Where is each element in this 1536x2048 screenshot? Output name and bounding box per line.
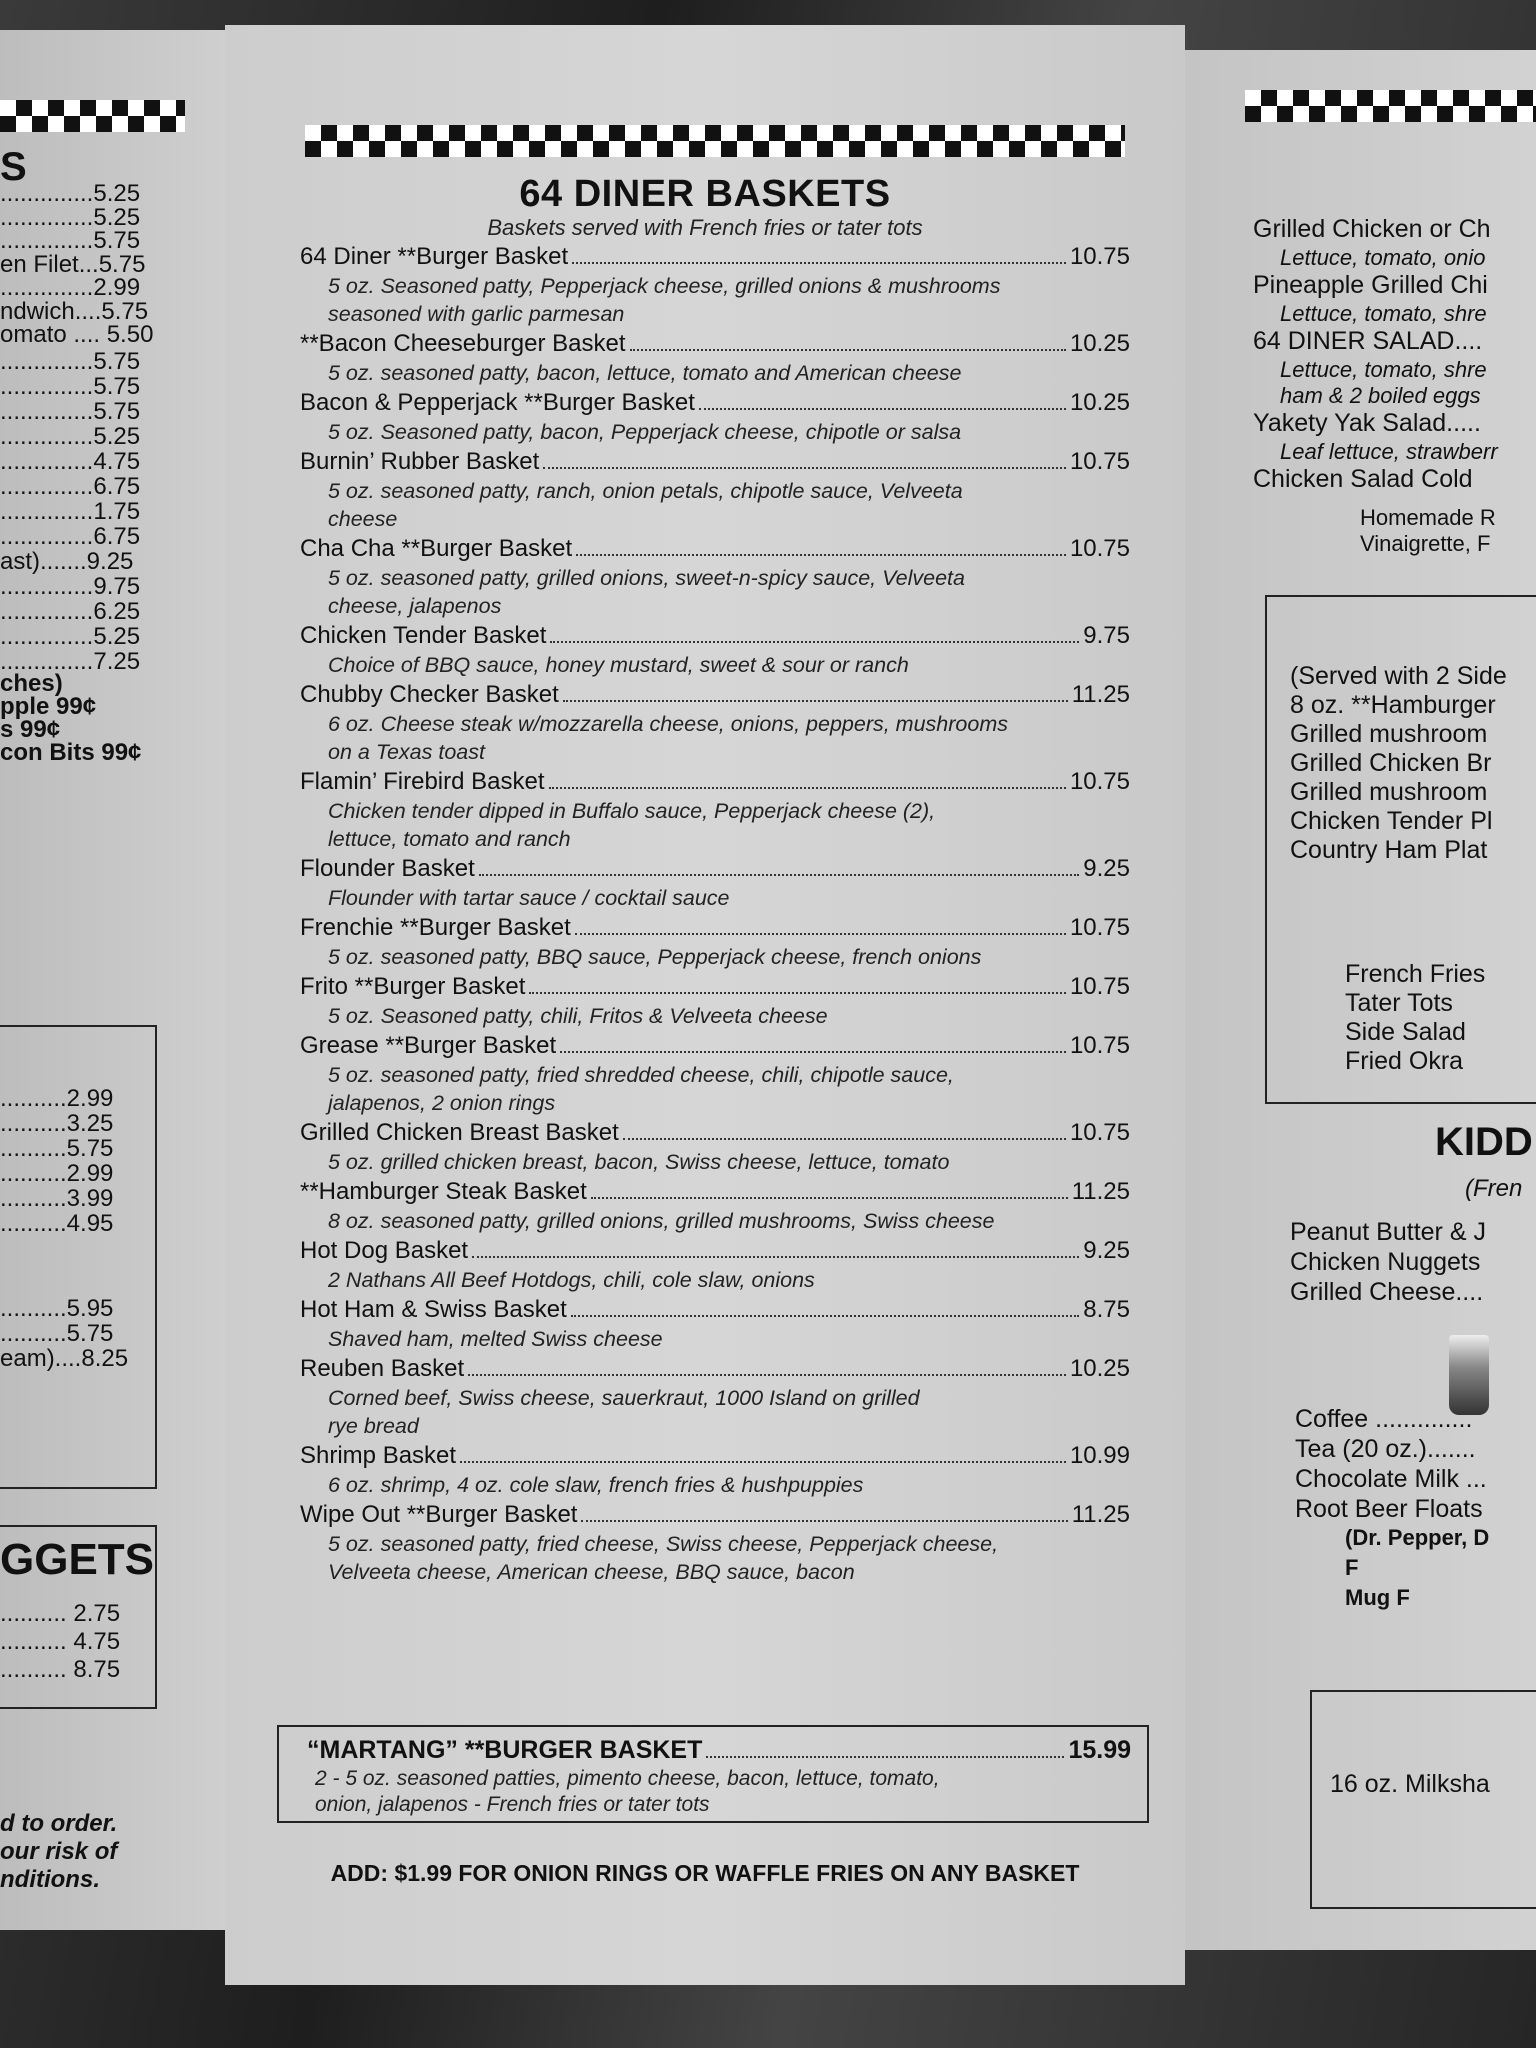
price-line: ..............5.25 [0, 423, 141, 450]
nugget-line: .......... 2.75 [0, 1600, 121, 1627]
nugget-line: .......... 8.75 [0, 1656, 121, 1683]
dot-leader [560, 1051, 1066, 1053]
basket-item [300, 1440, 1130, 1499]
price-line: ..............6.75 [0, 473, 141, 500]
dot-leader [543, 467, 1066, 469]
basket-row [300, 766, 1130, 797]
basket-price: 10.75 [1069, 243, 1130, 270]
basket-item [300, 1294, 1130, 1353]
basket-description: 8 oz. seasoned patty, grilled onions, grilled mushrooms, Swiss cheese [328, 1209, 995, 1233]
basket-name: Reuben Basket [300, 1355, 465, 1382]
plate-line: 8 oz. **Hamburger [1290, 691, 1496, 719]
dot-leader [479, 874, 1080, 876]
basket-item [300, 679, 1130, 766]
dot-leader [550, 641, 1079, 643]
notice-line: d to order. [0, 1810, 118, 1837]
basket-row [300, 1440, 1130, 1471]
add-on-note: ADD: $1.99 FOR ONION RINGS OR WAFFLE FRIES ON ANY BASKET [330, 1860, 1080, 1886]
salad-item: Yakety Yak Salad..... [1253, 409, 1481, 437]
basket-row [300, 1294, 1130, 1325]
dot-leader [571, 1315, 1080, 1317]
basket-row [300, 971, 1130, 1002]
price-line: ..............5.75 [0, 398, 141, 425]
basket-description: 5 oz. seasoned patty, BBQ sauce, Pepperjack cheese, french onions [328, 945, 982, 969]
basket-row [300, 1353, 1130, 1384]
basket-price: 10.75 [1069, 1119, 1130, 1146]
basket-name: Chicken Tender Basket [300, 622, 547, 649]
basket-name: Grilled Chicken Breast Basket [300, 1119, 619, 1146]
basket-item [300, 1235, 1130, 1294]
dot-leader [706, 1756, 1064, 1758]
basket-name: Burnin’ Rubber Basket [300, 448, 540, 475]
basket-item [300, 1030, 1130, 1117]
basket-name: Flamin’ Firebird Basket [300, 768, 545, 795]
basket-item [300, 446, 1130, 533]
price-line: ..............5.75 [0, 348, 141, 375]
basket-item [300, 971, 1130, 1030]
basket-description: Flounder with tartar sauce / cocktail sauce [328, 886, 730, 910]
basket-description: Choice of BBQ sauce, honey mustard, sweet & sour or ranch [328, 653, 909, 677]
basket-description: 5 oz. seasoned patty, bacon, lettuce, tomato and American cheese [328, 361, 962, 385]
basket-item [300, 1117, 1130, 1176]
basket-row [300, 620, 1130, 651]
basket-price: 10.25 [1069, 1355, 1130, 1382]
basket-name: 64 Diner **Burger Basket [300, 243, 569, 270]
center-menu-panel [225, 25, 1185, 1985]
basket-description: Chicken tender dipped in Buffalo sauce, Pepperjack cheese (2), [328, 799, 936, 823]
dot-leader [623, 1138, 1066, 1140]
basket-price: 11.25 [1071, 1501, 1130, 1528]
price-line: ..............7.25 [0, 648, 141, 675]
milkshake-frame-box [1310, 1690, 1536, 1909]
kids-item: Grilled Cheese.... [1290, 1278, 1484, 1306]
dressing-line: Vinaigrette, F [1360, 531, 1491, 556]
side-line: French Fries [1345, 960, 1486, 988]
dot-leader [549, 787, 1066, 789]
side-line: Tater Tots [1345, 989, 1453, 1017]
basket-price: 9.25 [1083, 855, 1130, 882]
basket-description: 5 oz. seasoned patty, ranch, onion petals, chipotle sauce, Velveeta [328, 479, 963, 503]
dressing-line: Homemade R [1360, 505, 1496, 530]
price-line: ..........3.99 [0, 1185, 114, 1212]
page-title: 64 DINER BASKETS [519, 173, 891, 215]
basket-description: 5 oz. seasoned patty, fried cheese, Swiss cheese, Pepperjack cheese, [328, 1532, 999, 1556]
dot-leader [563, 700, 1068, 702]
drink-note-line: (Dr. Pepper, D [1345, 1525, 1490, 1550]
basket-item [300, 1176, 1130, 1235]
basket-price: 10.75 [1069, 448, 1130, 475]
basket-description: 5 oz. seasoned patty, grilled onions, sweet-n-spicy sauce, Velveeta [328, 566, 965, 590]
special-basket-box [277, 1725, 1149, 1823]
salad-description: ham & 2 boiled eggs [1280, 383, 1481, 408]
checkerboard-border [305, 125, 1125, 157]
basket-item [300, 1353, 1130, 1440]
price-line: omato .... 5.50 [0, 321, 154, 348]
dot-leader [460, 1461, 1066, 1463]
basket-description: 5 oz. seasoned patty, fried shredded cheese, chili, chipotle sauce, [328, 1063, 954, 1087]
checkerboard-border [0, 100, 185, 132]
basket-description: 5 oz. grilled chicken breast, bacon, Swiss cheese, lettuce, tomato [328, 1150, 950, 1174]
basket-name: **Bacon Cheeseburger Basket [300, 330, 626, 357]
notice-line: our risk of [0, 1838, 118, 1865]
basket-price: 10.75 [1069, 914, 1130, 941]
addon-line: ches) [0, 670, 63, 697]
basket-price: 9.25 [1083, 1237, 1130, 1264]
milkshake-item: 16 oz. Milksha [1330, 1770, 1490, 1798]
price-line: ..............1.75 [0, 498, 141, 525]
kids-header: KIDD [1435, 1120, 1533, 1164]
plate-line: Grilled mushroom [1290, 778, 1488, 806]
plate-line: Chicken Tender Pl [1290, 807, 1493, 835]
salad-item: Pineapple Grilled Chi [1253, 271, 1488, 299]
special-basket-desc-2: onion, jalapenos - French fries or tater tots [315, 1793, 710, 1816]
basket-description: on a Texas toast [328, 740, 485, 764]
price-line: ..........2.99 [0, 1085, 114, 1112]
drink-note-line: Mug F [1345, 1585, 1410, 1610]
basket-price: 9.75 [1083, 622, 1130, 649]
dot-leader [591, 1197, 1068, 1199]
special-basket-price: 15.99 [1068, 1736, 1131, 1764]
basket-description: jalapenos, 2 onion rings [328, 1091, 556, 1115]
special-basket-name: “MARTANG” **BURGER BASKET [307, 1736, 703, 1764]
basket-row [300, 1030, 1130, 1061]
price-line: ndwich....5.75 [0, 297, 149, 325]
drink-item: Root Beer Floats [1295, 1495, 1483, 1523]
basket-description: Shaved ham, melted Swiss cheese [328, 1327, 663, 1351]
basket-description: cheese, jalapenos [328, 594, 502, 618]
dot-leader [529, 992, 1066, 994]
basket-description: 5 oz. Seasoned patty, chili, Fritos & Velveeta cheese [328, 1004, 828, 1028]
dot-leader [699, 408, 1066, 410]
basket-item [300, 328, 1130, 387]
basket-item [300, 241, 1130, 328]
kids-item: Chicken Nuggets [1290, 1248, 1481, 1276]
basket-name: **Hamburger Steak Basket [300, 1178, 587, 1205]
plate-line: Grilled mushroom [1290, 720, 1488, 748]
price-line: ..............6.75 [0, 523, 141, 550]
drink-item: Chocolate Milk ... [1295, 1465, 1487, 1493]
basket-row [300, 387, 1130, 418]
special-basket-desc-1: 2 - 5 oz. seasoned patties, pimento cheese, bacon, lettuce, tomato, [315, 1767, 940, 1790]
basket-item [300, 912, 1130, 971]
basket-name: Flounder Basket [300, 855, 475, 882]
basket-row [300, 1235, 1130, 1266]
basket-description: Corned beef, Swiss cheese, sauerkraut, 1000 Island on grilled [328, 1386, 920, 1410]
basket-price: 10.75 [1069, 535, 1130, 562]
basket-row [300, 1176, 1130, 1207]
basket-price: 10.25 [1069, 330, 1130, 357]
basket-name: Shrimp Basket [300, 1442, 457, 1469]
price-line: ..............2.99 [0, 274, 141, 301]
price-line: ..........3.25 [0, 1110, 114, 1137]
price-line: ..............9.75 [0, 573, 141, 600]
basket-name: Frenchie **Burger Basket [300, 914, 571, 941]
notice-line: nditions. [0, 1866, 100, 1893]
basket-price: 10.75 [1069, 768, 1130, 795]
basket-item [300, 533, 1130, 620]
basket-description: cheese [328, 507, 398, 531]
basket-row [300, 533, 1130, 564]
drink-item: Tea (20 oz.)....... [1295, 1435, 1476, 1463]
basket-description: seasoned with garlic parmesan [328, 302, 625, 326]
nugget-line: .......... 4.75 [0, 1628, 121, 1655]
price-line: ..............4.75 [0, 448, 141, 475]
checkerboard-border [1245, 90, 1536, 122]
drink-glass-icon [1449, 1335, 1489, 1415]
basket-row [300, 328, 1130, 359]
dot-leader [581, 1520, 1067, 1522]
basket-item [300, 766, 1130, 853]
basket-name: Hot Dog Basket [300, 1237, 469, 1264]
left-section-header: S [0, 145, 27, 189]
basket-name: Bacon & Pepperjack **Burger Basket [300, 389, 695, 416]
price-line: eam)....8.25 [0, 1345, 129, 1372]
right-menu-panel [1185, 50, 1536, 1950]
price-line: ..............5.75 [0, 373, 141, 400]
drink-item: Coffee .............. [1295, 1405, 1473, 1433]
basket-price: 11.25 [1071, 681, 1130, 708]
basket-name: Cha Cha **Burger Basket [300, 535, 573, 562]
basket-name: Hot Ham & Swiss Basket [300, 1296, 567, 1323]
kids-subheader: (Fren [1465, 1175, 1523, 1202]
left-menu-panel [0, 30, 225, 1930]
basket-row [300, 241, 1130, 272]
basket-name: Chubby Checker Basket [300, 681, 559, 708]
basket-description: 6 oz. shrimp, 4 oz. cole slaw, french fries & hushpuppies [328, 1473, 864, 1497]
basket-row [300, 1499, 1130, 1530]
basket-row [300, 679, 1130, 710]
basket-description: rye bread [328, 1414, 419, 1438]
basket-item [300, 853, 1130, 912]
drink-note-line: F [1345, 1555, 1359, 1580]
plate-line: Country Ham Plat [1290, 836, 1488, 864]
basket-description: Velveeta cheese, American cheese, BBQ sauce, bacon [328, 1560, 855, 1584]
price-line: ..............6.25 [0, 598, 141, 625]
basket-price: 10.75 [1069, 973, 1130, 1000]
price-line: en Filet...5.75 [0, 250, 146, 278]
basket-price: 10.99 [1069, 1442, 1130, 1469]
dot-leader [472, 1256, 1079, 1258]
basket-price: 8.75 [1083, 1296, 1130, 1323]
price-line: ..............5.25 [0, 180, 141, 207]
basket-item [300, 1499, 1130, 1586]
basket-description: 5 oz. Seasoned patty, bacon, Pepperjack cheese, chipotle or salsa [328, 420, 962, 444]
dot-leader [575, 933, 1066, 935]
basket-description: 6 oz. Cheese steak w/mozzarella cheese, onions, peppers, mushrooms [328, 712, 1008, 736]
basket-description: lettuce, tomato and ranch [328, 827, 571, 851]
nuggets-header: GGETS [0, 1535, 155, 1584]
salad-description: Lettuce, tomato, shre [1280, 357, 1487, 382]
price-line: ..........4.95 [0, 1210, 114, 1237]
basket-name: Grease **Burger Basket [300, 1032, 557, 1059]
kids-item: Peanut Butter & J [1290, 1218, 1486, 1246]
side-line: Side Salad [1345, 1018, 1466, 1046]
basket-description: 5 oz. Seasoned patty, Pepperjack cheese, grilled onions & mushrooms [328, 274, 1001, 298]
salad-item: 64 DINER SALAD.... [1253, 327, 1483, 355]
salad-description: Lettuce, tomato, onio [1280, 245, 1486, 270]
addon-line: pple 99¢ [0, 693, 97, 720]
basket-price: 11.25 [1071, 1178, 1130, 1205]
plate-line: (Served with 2 Side [1290, 662, 1507, 690]
page-subtitle: Baskets served with French fries or tater tots [487, 215, 923, 240]
price-line: ..........5.75 [0, 1135, 114, 1162]
side-line: Fried Okra [1345, 1047, 1464, 1075]
price-line: ..............5.25 [0, 623, 141, 650]
price-line: ..............5.25 [0, 203, 141, 231]
basket-name: Wipe Out **Burger Basket [300, 1501, 578, 1528]
addon-line: con Bits 99¢ [0, 739, 142, 766]
basket-list [300, 241, 1130, 1586]
basket-row [300, 1117, 1130, 1148]
salad-item: Chicken Salad Cold [1253, 465, 1473, 493]
salad-description: Leaf lettuce, strawberr [1280, 439, 1498, 464]
price-line: ..........5.75 [0, 1320, 114, 1347]
basket-price: 10.75 [1069, 1032, 1130, 1059]
price-line: ..............5.75 [0, 227, 141, 254]
basket-description: 2 Nathans All Beef Hotdogs, chili, cole slaw, onions [328, 1268, 815, 1292]
addon-line: s 99¢ [0, 716, 61, 743]
dot-leader [572, 262, 1066, 264]
price-line: ..........5.95 [0, 1295, 114, 1322]
salad-item: Grilled Chicken or Ch [1253, 215, 1491, 243]
basket-item [300, 620, 1130, 679]
dot-leader [630, 349, 1066, 351]
dot-leader [468, 1374, 1066, 1376]
salad-description: Lettuce, tomato, shre [1280, 301, 1487, 326]
price-line: ast).......9.25 [0, 548, 134, 575]
plate-line: Grilled Chicken Br [1290, 749, 1492, 777]
basket-price: 10.25 [1069, 389, 1130, 416]
dot-leader [576, 554, 1066, 556]
price-line: ..........2.99 [0, 1160, 114, 1187]
basket-row [300, 446, 1130, 477]
basket-row [300, 853, 1130, 884]
basket-row [300, 912, 1130, 943]
basket-item [300, 387, 1130, 446]
basket-name: Frito **Burger Basket [300, 973, 526, 1000]
